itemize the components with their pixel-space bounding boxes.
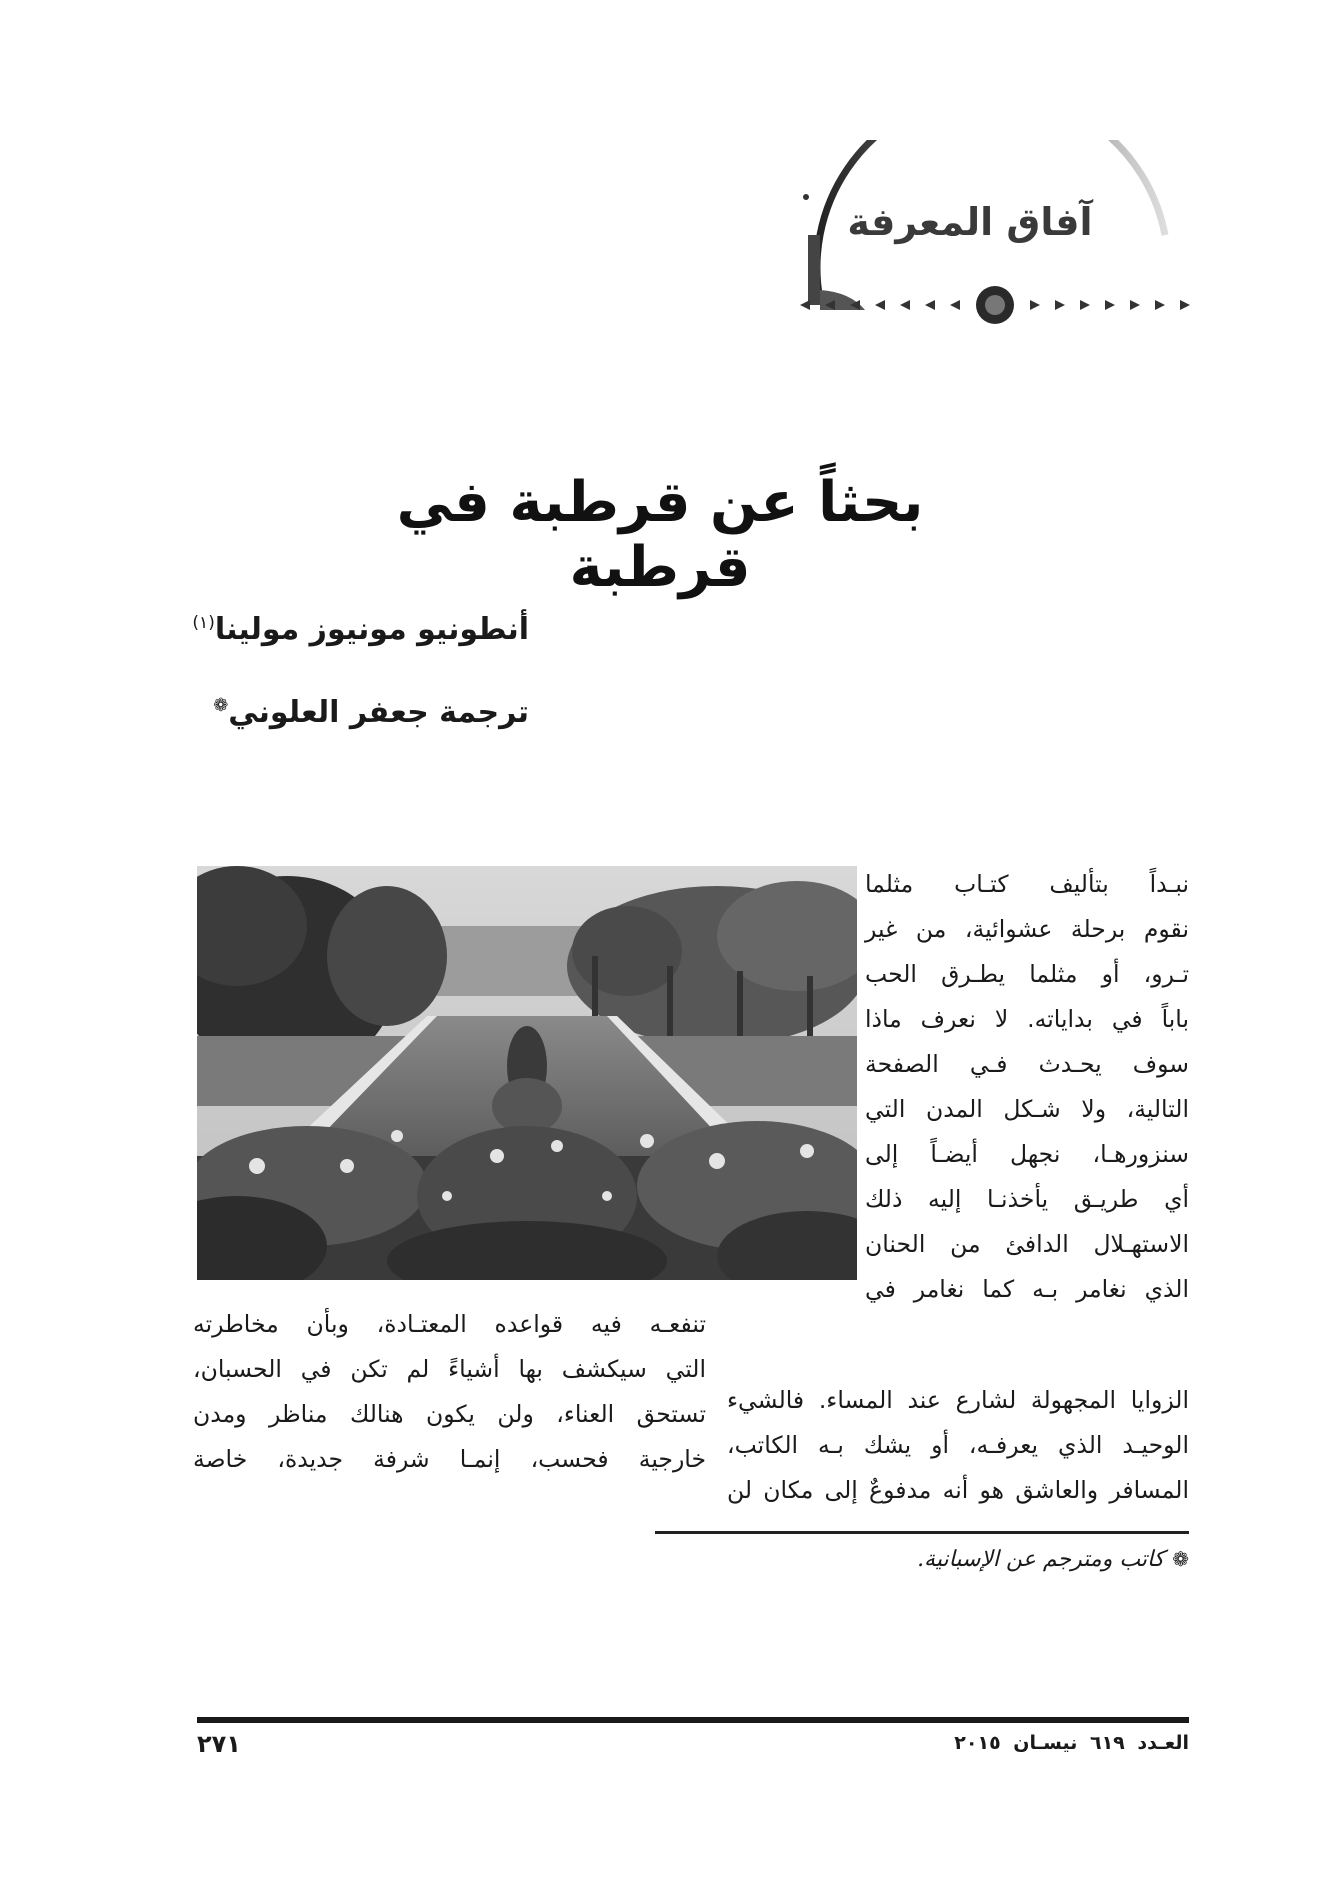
- body-text-right-column: [865, 862, 1189, 1312]
- footer-rule: [197, 1717, 1189, 1723]
- text-line: نبـداً بتأليف كتـاب مثلما: [865, 870, 1189, 898]
- garden-pool-photo: [197, 866, 857, 1280]
- translator-name: ترجمة جعفر العلوني: [228, 695, 529, 730]
- body-text-right-wide: [727, 1378, 1189, 1513]
- text-line: تنفعـه فيه قواعده المعتـادة، وبأن مخاطرته: [193, 1310, 706, 1338]
- text-line: تستحق العناء، ولن يكون هنالك مناظر ومدن: [193, 1400, 706, 1428]
- text-line: باباً في بداياته. لا نعرف ماذا: [865, 1005, 1189, 1033]
- footnote-text: كاتب ومترجم عن الإسبانية.: [917, 1547, 1165, 1572]
- journal-logo-text: آفاق المعرفة: [847, 200, 1093, 244]
- author-name: أنطونيو مونيوز مولينا: [214, 612, 529, 647]
- text-line: التالية، ولا شـكل المدن التي: [865, 1095, 1189, 1123]
- body-text-left-column: [193, 1302, 706, 1482]
- page-number: ٢٧١: [197, 1730, 241, 1758]
- text-line: أي طريـق يأخذنـا إليه ذلك: [865, 1185, 1189, 1213]
- text-line: تـرو، أو مثلما يطـرق الحب: [865, 960, 1189, 988]
- text-line: نقوم برحلة عشوائية، من غير: [865, 915, 1189, 943]
- translator-line: [213, 695, 529, 730]
- author-line: [192, 612, 529, 647]
- text-line: الاستهـلال الدافئ من الحنان: [865, 1230, 1189, 1258]
- text-line: الذي نغامر بـه كما نغامر في: [865, 1275, 1189, 1303]
- footnote-mark: ❁: [1172, 1547, 1189, 1571]
- text-line: التي سيكشف بها أشياءً لم تكن في الحسبان،: [193, 1355, 706, 1383]
- text-line: سوف يحـدث فـي الصفحة: [865, 1050, 1189, 1078]
- text-line: الزوايا المجهولة لشارع عند المساء. فالشيء: [727, 1386, 1189, 1414]
- issue-info: العـدد ٦١٩ نيسـان ٢٠١٥: [954, 1732, 1189, 1754]
- article-title: بحثاً عن قرطبة في قرطبة: [396, 470, 924, 600]
- author-footnote-ref: (١): [192, 613, 215, 633]
- footnote: [917, 1547, 1189, 1572]
- translator-footnote-mark: ❁: [213, 695, 229, 716]
- text-line: الوحيـد الذي يعرفـه، أو يشك بـه الكاتب،: [727, 1431, 1189, 1459]
- text-line: خارجية فحسب، إنمـا شرفة جديدة، خاصة: [193, 1445, 706, 1473]
- text-line: سنزورهـا، نجهل أيضـاً إلى: [865, 1140, 1189, 1168]
- footnote-separator: [655, 1531, 1189, 1534]
- text-line: المسافر والعاشق هو أنه مدفوعٌ إلى مكان لن: [727, 1476, 1189, 1504]
